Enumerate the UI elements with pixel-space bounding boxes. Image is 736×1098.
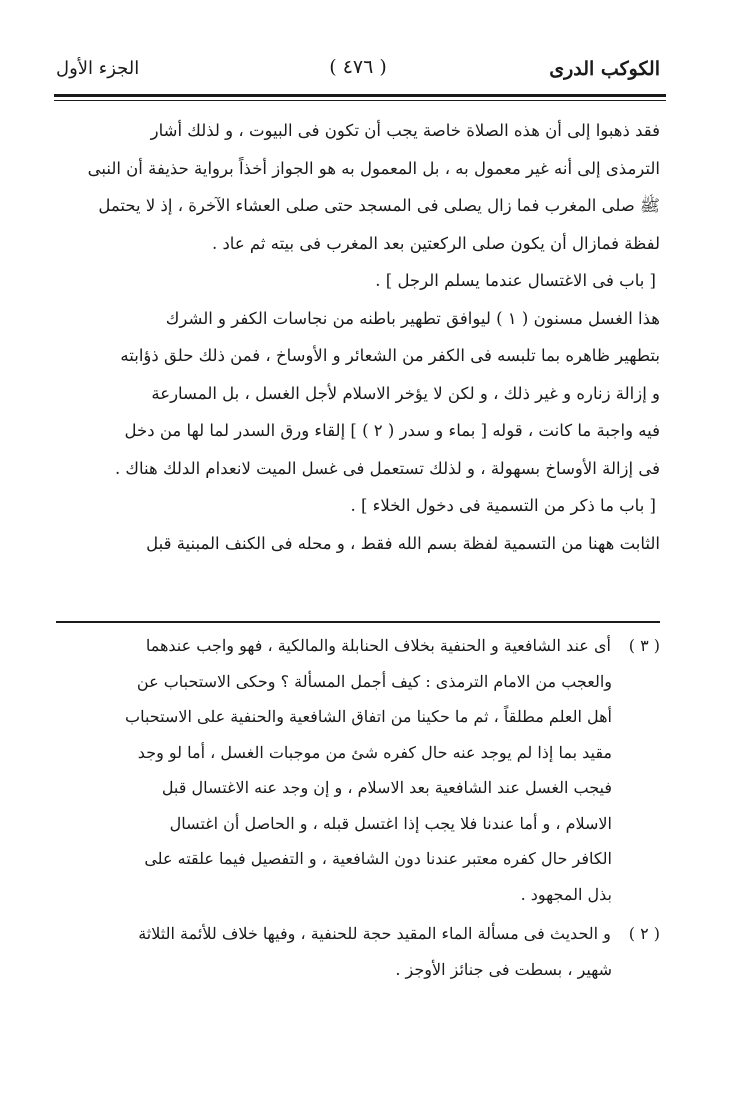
body-line: بتطهير ظاهره بما تلبسه فى الكفر من الشعائر و الأوساخ ، فمن ذلك حلق ذؤابته (120, 346, 660, 365)
footnote-line: شهير ، بسطت فى جنائز الأوجز . (395, 959, 612, 979)
footnote-line (60, 628, 660, 664)
footnote-line: الكافر حال كفره معتبر عندنا دون الشافعية ، و التفصيل فيما علقته على (144, 849, 612, 868)
body-line: فقد ذهبوا إلى أن هذه الصلاة خاصة يجب أن تكون فى البيوت ، و لذلك أشار (150, 121, 660, 140)
footnote-text: أى عند الشافعية و الحنفية بخلاف الحنابلة والمالكية ، فهو واجب عندهما (145, 636, 611, 655)
footnote-separator (56, 621, 660, 623)
body-line: و إزالة زناره و غير ذلك ، و لكن لا يؤخر الاسلام لأجل الغسل ، بل المسارعة (151, 383, 660, 403)
running-header (56, 52, 660, 92)
header-rule-thin (54, 100, 666, 101)
page-number: ( ٤٧٦ ) (329, 56, 387, 78)
body-line: ﷺ صلى المغرب فما زال يصلى فى المسجد حتى صلى العشاء الآخرة ، إذ لا يحتمل (98, 196, 660, 215)
footnote-line: بذل المجهود . (520, 884, 612, 904)
body-line: فى إزالة الأوساخ بسهولة ، و لذلك تستعمل فى غسل الميت لانعدام الدلك هناك . (114, 458, 660, 478)
header-rule-thick (54, 94, 666, 97)
footnote-number: ( ٣ ) (628, 636, 660, 655)
body-line: الثابت ههنا من التسمية لفظة بسم الله فقط ، و محله فى الكنف المبنية قبل (146, 533, 660, 553)
part-label: الجزء الأول (56, 58, 140, 79)
chapter-heading: [ باب فى الاغتسال عندما يسلم الرجل ] . (375, 271, 656, 290)
body-line: لفظة فمازال أن يكون صلى الركعتين بعد المغرب فى بيته ثم عاد . (211, 233, 660, 253)
book-title: الكوكب الدرى (549, 58, 660, 80)
footnotes (60, 628, 660, 987)
main-text (56, 112, 660, 562)
body-line: الترمذى إلى أنه غير معمول به ، بل المعمول به هو الجواز أخذاً برواية حذيفة أن النبى (87, 158, 660, 178)
chapter-heading: [ باب ما ذكر من التسمية فى دخول الخلاء ] . (350, 496, 656, 515)
footnote-line: أهل العلم مطلقاً ، ثم ما حكينا من اتفاق الشافعية والحنفية على الاستحباب (125, 707, 612, 726)
footnote-number: ( ٢ ) (628, 924, 660, 943)
footnote-line: فيجب الغسل عند الشافعية بعد الاسلام ، و إن وجد عنه الاغتسال قبل (161, 778, 612, 797)
footnote-text: و الحديث فى مسألة الماء المقيد حجة للحنفية ، وفيها خلاف للأئمة الثلاثة (138, 924, 611, 943)
footnote-line: مقيد بما إذا لم يوجد عنه حال كفره شئ من موجبات الغسل ، أما لو وجد (137, 742, 612, 762)
footnote-line: والعجب من الامام الترمذى : كيف أجمل المسألة ؟ وحكى الاستحباب عن (136, 671, 612, 691)
footnote-line (60, 916, 660, 952)
body-line: هذا الغسل مسنون ( ١ ) ليوافق تطهير باطنه من نجاسات الكفر و الشرك (165, 308, 660, 328)
footnote-line: الاسلام ، و أما عندنا فلا يجب إذا اغتسل قبله ، و الحاصل أن اغتسال (169, 813, 612, 833)
body-line: فيه واجبة ما كانت ، قوله [ بماء و سدر ( ٢ ) ] إلقاء ورق السدر لما لها من دخل (124, 421, 660, 440)
